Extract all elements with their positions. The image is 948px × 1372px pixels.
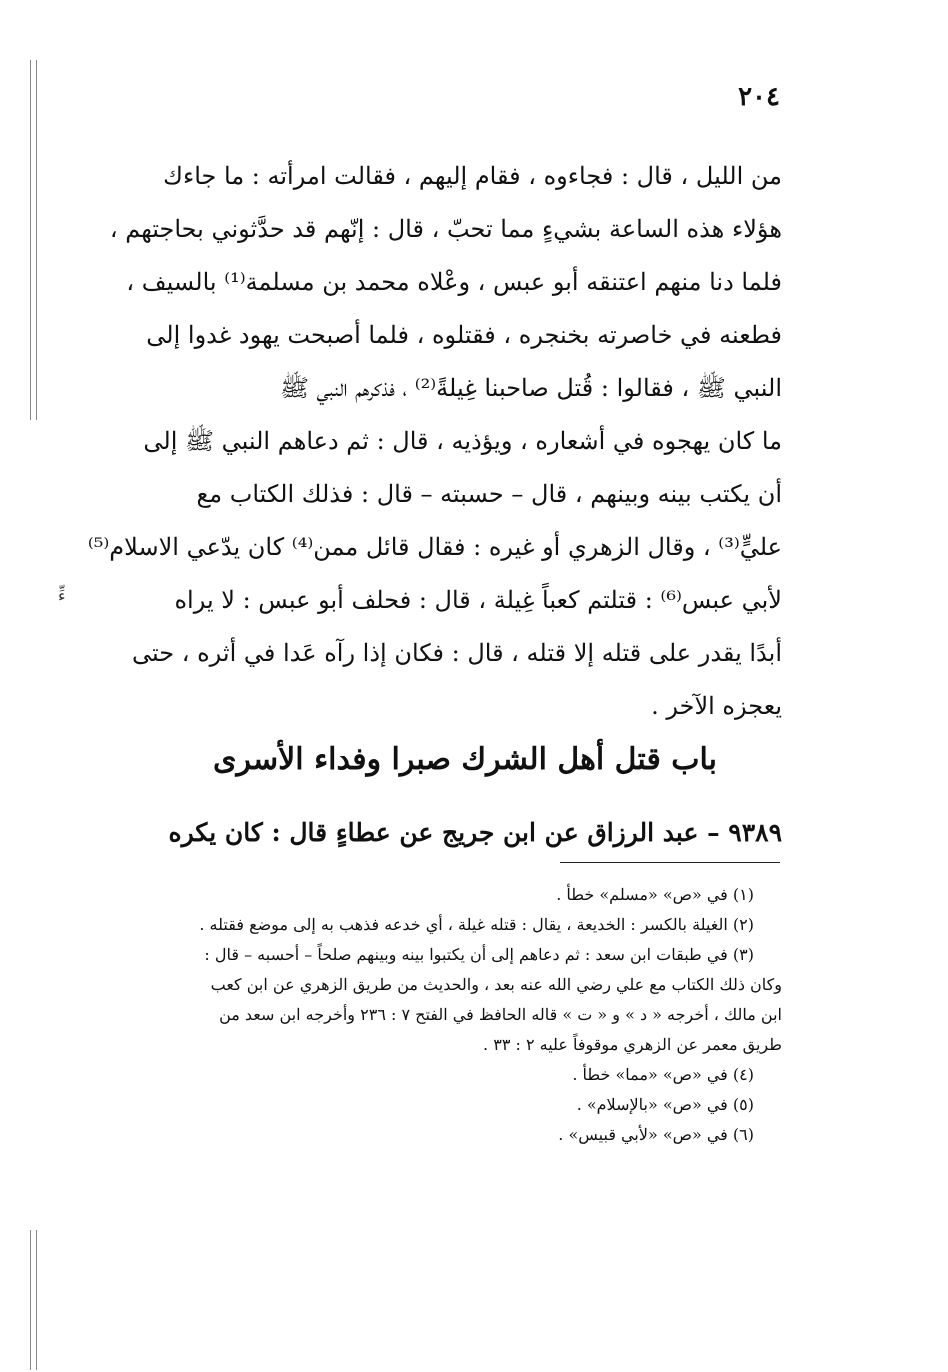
footnote-5: (٥) في «ص» «بالإسلام» . bbox=[576, 1095, 754, 1114]
scan-edge-line bbox=[36, 1230, 37, 1370]
text-line: أن يكتب بينه وبينهم ، قال – حسبته – قال : فذلك الكتاب مع bbox=[196, 480, 782, 508]
footnote-3: (٣) في طبقات ابن سعد : ثم دعاهم إلى أن يكتبوا بينه وبينهم صلحاً – أحسبه – قال : bbox=[204, 945, 754, 964]
chapter-title: باب قتل أهل الشرك صبرا وفداء الأسرى bbox=[213, 742, 717, 777]
footnote-4: (٤) في «ص» «مما» خطأ . bbox=[572, 1065, 754, 1084]
text-line: لأبي عبس⁽⁶⁾ : قتلتم كعباً غِيلة ، قال : فحلف أبو عبس : لا يراه bbox=[174, 586, 782, 614]
text-line: أبدًا يقدر على قتله إلا قتله ، قال : فكان إذا رآه عَدا في أثره ، حتى bbox=[132, 639, 782, 667]
page-number: ٢٠٤ bbox=[738, 82, 780, 112]
margin-annotation: ءِّ bbox=[58, 586, 66, 605]
scan-edge-line bbox=[36, 60, 37, 420]
footnotes bbox=[120, 880, 782, 1150]
scan-edge-line bbox=[30, 60, 31, 420]
footnote-6: (٦) في «ص» «لأبي قبيس» . bbox=[558, 1125, 754, 1144]
footnote-3-continued: وكان ذلك الكتاب مع علي رضي الله عنه بعد ، والحديث من طريق الزهري عن ابن كعب bbox=[210, 975, 782, 994]
text-line: فلما دنا منهم اعتنقه أبو عبس ، وعْلاه محمد بن مسلمة⁽¹⁾ بالسيف ، bbox=[126, 268, 782, 296]
footnote-divider bbox=[560, 862, 780, 863]
text-line: هؤلاء هذه الساعة بشيءٍ مما تحبّ ، قال : إنّهم قد حدَّثوني بحاجتهم ، bbox=[109, 215, 782, 243]
text-line: ما كان يهجوه في أشعاره ، ويؤذيه ، قال : ثم دعاهم النبي ﷺ إلى bbox=[143, 427, 782, 455]
text-line: النبي ﷺ ، فقالوا : قُتل صاحبنا غِيلةً⁽²⁾ ، فذكرهم النبي ﷺ bbox=[279, 374, 782, 402]
footnote-3-continued: طريق معمر عن الزهري موقوفاً عليه ٢ : ٣٣ . bbox=[483, 1035, 782, 1054]
text-line: من الليل ، قال : فجاءوه ، فقام إليهم ، فقالت امرأته : ما جاءك bbox=[163, 162, 782, 190]
text-line: فطعنه في خاصرته بخنجره ، فقتلوه ، فلما أصبحت يهود غدوا إلى bbox=[146, 321, 782, 349]
main-text bbox=[87, 150, 782, 733]
text-line: عليٍّ⁽³⁾ ، وقال الزهري أو غيره : فقال قائل ممن⁽⁴⁾ كان يدّعي الاسلام⁽⁵⁾ bbox=[87, 533, 782, 561]
footnote-2: (٢) الغيلة بالكسر : الخديعة ، يقال : قتله غيلة ، أي خدعه فذهب به إلى موضع فقتله . bbox=[199, 915, 754, 934]
footnote-1: (١) في «ص» «مسلم» خطأ . bbox=[556, 885, 754, 904]
text-line: يعجزه الآخر . bbox=[651, 692, 782, 720]
hadith-heading: ٩٣٨٩ – عبد الرزاق عن ابن جريج عن عطاءٍ قال : كان يكره bbox=[168, 818, 782, 847]
scan-edge-line bbox=[30, 1230, 31, 1370]
footnote-3-continued: ابن مالك ، أخرجه « د » و « ت » قاله الحافظ في الفتح ٧ : ٢٣٦ وأخرجه ابن سعد من bbox=[219, 1005, 782, 1024]
